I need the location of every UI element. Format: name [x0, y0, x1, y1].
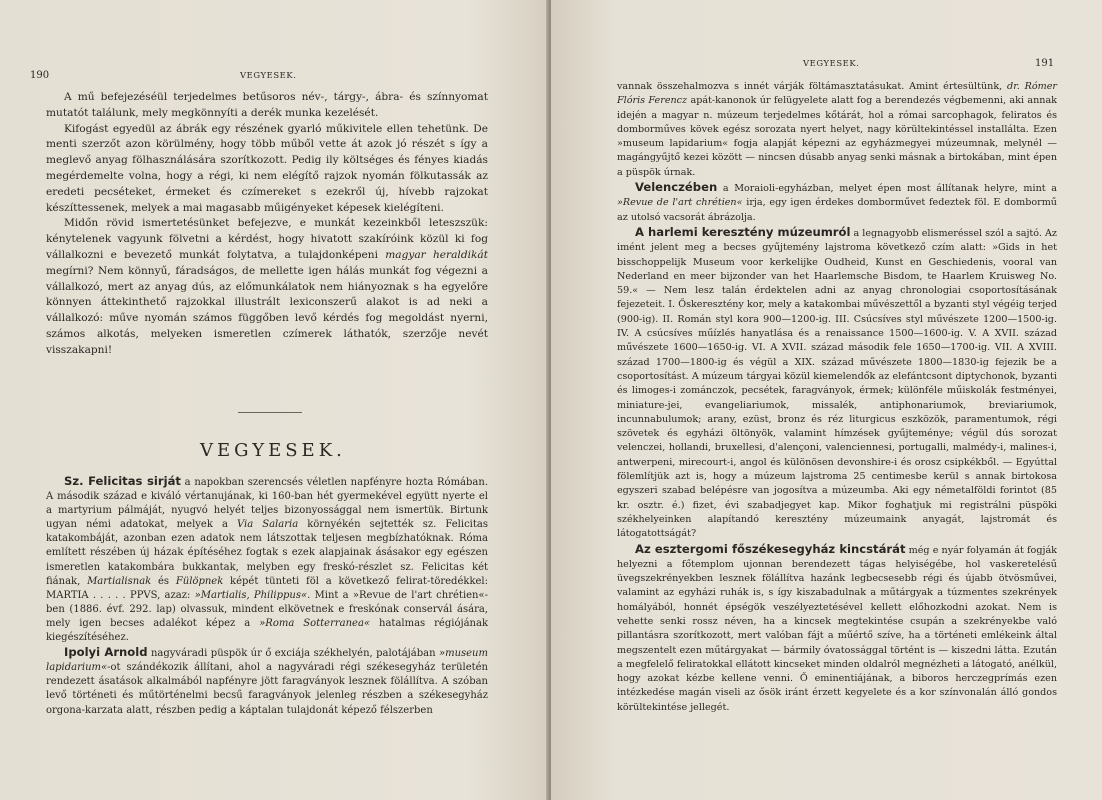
text-column-top — [46, 90, 488, 359]
paragraph: Kifogást egyedül az ábrák egy részének gyarló műkivitele ellen tehetünk. De menti szerzőt azon körülmény, hogy több műből vette át azok jó részét s így a meglevő anyag fölhasználására szorítkozott. Pedig ily költséges és fényes kiadás megérdemelte volna, hogy a régi, ki nem elégítő rajzok nyomán fölkutassák az eredeti pecséteket, érmeket és czímereket s ezekről új, hívebb rajzokat készíttessenek, melyek a mai magasabb műigényeket képesek kielégíteni. — [46, 122, 488, 214]
paragraph: Midőn rövid ismertetésünket befejezve, e munkát kezeinkből leteszszük: kénytelenek vagyunk fölvetni a kérdést, hogy hivatott szakíróink közül ki fog vállalkozni e bevezető munkát folytatva, a tulajdonképeni magyar heraldikát megírni? Nem könnyű, fáradságos, de mellette igen hálás munkát fog végezni a vállalkozó, mert az anyag dús, az előmunkálatok nem hiányoznak s ha egyelőre könnyen áttekinthető rajzokkal illustrált lexiconszerű alakot is ad neki a vállalkozó: műve nyomán számos függőben levő kérdés fog megoldást nyerni, számos alkotás, melyeken ismeretlen czímerek láthatók, szerzője nevét visszakapni! — [46, 217, 488, 356]
item-heading: Az esztergomi főszékesegyház kincstárát — [635, 541, 906, 556]
news-item-velencze: Velenczében a Moraioli-egyházban, melyet épen most állítanak helyre, mint a »Revue de l'art chrétien« irja, egy igen érdekes domborművet fedeztek föl. E dombormű az utolsó vacsorát ábrázolja. — [617, 180, 1057, 223]
page-number: 190 — [30, 70, 50, 81]
item-heading: Sz. Felicitas sirját — [64, 474, 181, 488]
item-heading: Ipolyi Arnold — [64, 645, 148, 660]
news-item-esztergomi: Az esztergomi főszékesegyház kincstárát még e nyár folyamán át fogják helyezni a főtemplom ujonnan berendezett tágas helyiségébe, hol vaskeretelésű üvegszekrényekben lesznek fölállítva hazánk legbecsesebb régi és újabb ötvösművei, valamint az egyházi ruhák is, s így kiszabadulnak a műtárgyak a túzmentes szekrények homályából, honnét épségök veszélyeztetésével kellett előhozkodni azokat. Nem is vehette senki rossz néven, ha a kincsek megtekintése csupán a szekrényekbe való pillantásra szorítkozott, mert valóban fájt a műértő szíve, ha a történeti emlékeink által megszentelt ezen műtárgyakat — bármily óvatossággal történt is — kiszedni látta. Ezután a megfelelő feliratokkal ellátott kincseket minden oldalról megnézheti a látogató, anélkül, hogy azokat kézbe kellene venni. Ő eminentiájának, a biboros herczegprímás ezen intézkedése magán viseli az ősök iránt érzett kegyelete és a kor színvonalán álló gondos körültekintése jellegét. — [617, 541, 1057, 713]
news-item-ipolyi: Ipolyi Arnold nagyváradi püspök úr ő exciája székhelyén, palotájában »museum lapidarium«-ot szándékozik állítani, ahol a nagyváradi régi székesegyház területén rendezett ásatások alkalmából napfényre jött faragványok lesznek fölállítva. A szóban levő történeti és műtörténelmi becsű faragványok jelenleg részben a székesegyház orgona-karzata alatt, részben pedig a káptalan tulajdonát képező félszerben — [46, 645, 488, 716]
text-column — [617, 80, 1057, 715]
news-item-harlemi: A harlemi keresztény múzeumról a legnagyobb elismeréssel szól a sajtó. Az imént jelent meg a becses gyűjtemény lajstroma következő czím alatt: »Gids in het bisschoppelijk Museum voor kerkelijke Oudheid, Kunst en Geschiedenis, vooral van Nederland en meer bijzonder van het Haarlemsche Bisdom, te Haarlem Kruisweg No. 59.« — Nem lesz talán érdektelen adni az anyag chronologiai csoportosításának fejezeteit. I. Őskeresztény kor, mely a katakombai művészettől a byzanti styl végéig terjed (900-ig). II. Román styl kora 900—1200-ig. III. Csúcsíves styl művészete 1200—1500-ig. IV. A csúcsíves műízlés hanyatlása és a renaissance 1500—1600-ig. V. A XVII. század művészete 1600—1650-ig. VI. A XVII. század második fele 1650—1700-ig. VII. A XVIII. század 1700—1800-ig és végül a XIX. század művészete 1800—1830-ig fejezik be a csoportosítást. A múzeum tárgyai közül kiemelendők az elefántcsont diptychonok, byzanti és limoges-i zománczok, pecsétek, faragványok, érmek; különféle műiskolák festményei, miniature-jei, evangeliariumok, missalék, antiphonariumok, breviariumok, incunnabulumok; arany, ezüst, bronz és réz liturgicus eszközök, paramentumok, régi szövetek és egyházi öltönyök, valamint hímzések gyűjteménye; végül dús sorozat velenczei, hollandi, bruxellesi, d'alençoni, valenciennesi, portugalli, malmédy-i, malines-i, antwerpeni, mirecourt-i, angol és különösen devonshire-i és orosz csipkékből. — Egyúttal fölemlítjük azt is, hogy a múzeum lajstroma 25 centimesbe kerül s annak birtokosa egyszeri szabad belépésre van jogosítva a múzeumba. Aki egy németalföldi forintot (85 kr. osztr. é.) fizet, évi szabadjegyet kap. Mikor foghatjuk mi registrálni püspöki székhelyeinken alapítandó keresztény múzeumaink anyagát, lajstromát és látogatottságát? — [617, 224, 1057, 540]
news-item-ipolyi-cont: vannak összehalmozva s innét várják föltámasztatásukat. Amint értesültünk, dr. Rómer Flóris Ferencz apát-kanonok úr felügyelete alatt fog a berendezés végbemenni, aki annak idején a magyar n. múzeum terjedelmes kőtárát, hol a római sarcophagok, feliratos és domborműves kövek egész sorozata nyert helyet, nagy körültekintéssel installálta. Ezen »museum lapidarium« fogja alapját képezni az egyházmegyei múzeumnak, melynél — magángyűjtő kezei között — nincsen dúsabb anyag senki másnak a birtokában, mint épen a püspök úrnak. — [617, 81, 1057, 178]
right-page — [551, 0, 1102, 800]
item-heading: A harlemi keresztény múzeumról — [635, 224, 851, 239]
paragraph: A mű befejezéséül terjedelmes betűsoros név-, tárgy-, ábra- és színnyomat mutatót találunk, mely megkönnyíti a derék munka kezelését. — [46, 91, 488, 119]
item-heading: Velenczében — [635, 180, 718, 195]
news-item-felicitas: Sz. Felicitas sirját a napokban szerencsés véletlen napfényre hozta Rómában. A második század e kiváló vértanujának, ki 160-ban hét gyermekével együtt nyerte el a martyrium pálmáját, nyugvó helyét teljes bizonyossággal nem ismertük. Birtunk ugyan némi adatokat, melyek a Via Salaria környékén sejtették sz. Felicitas katakombáját, azonban ezen adatok nem látszottak teljesen megbízhatóknak. Róma említett részében új házak építéséhez fogtak s ezek alapjainak ásásakor egy egészen ismeretlen katakombára bukkantak, melyben egy freskó-részlet sz. Felicitas két fiának, Martialisnak és Fülöpnek képét tünteti föl a következő felirat-töredékkel: MARTIA . . . . . PPVS, azaz: »Martialis, Philippus«. Mint a »Revue de l'art chrétien«-ben (1886. évf. 292. lap) olvassuk, mindent elkövetnek e freskónak conservál ására, mely igen becses adalékot képez a »Roma Sotterranea« hatalmas régiójának kiegészítéséhez. — [46, 474, 488, 644]
divider — [238, 412, 302, 413]
left-page — [0, 0, 549, 800]
section-title: VEGYESEK. — [200, 440, 346, 461]
running-head: VEGYESEK. — [803, 58, 860, 68]
page-number: 191 — [1035, 58, 1055, 69]
text-column-news — [46, 474, 488, 718]
running-head: VEGYESEK. — [240, 70, 297, 80]
